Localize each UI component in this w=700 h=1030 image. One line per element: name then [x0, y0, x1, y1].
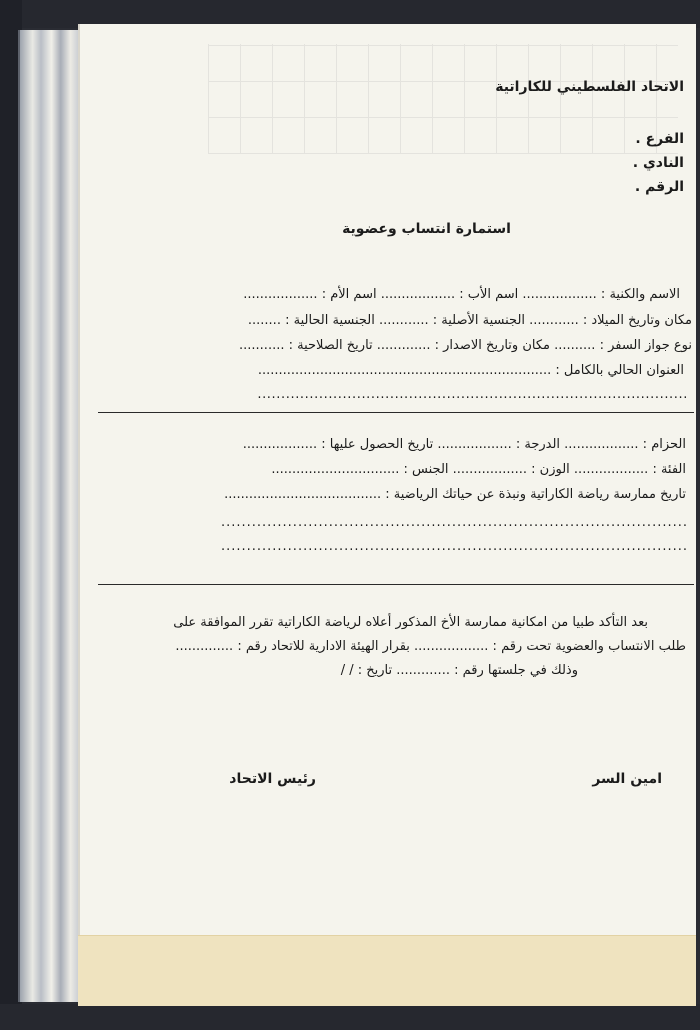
section-divider-1	[98, 412, 694, 413]
belt-degree-line: الحزام : .................. الدرجة : .................. تاريخ الحصول عليها : ..................	[242, 437, 686, 452]
history-continuation-line-1: ...........................................................................................	[220, 515, 688, 530]
birth-nationality-line: مكان وتاريخ الميلاد : ............ الجنسية الأصلية : ............ الجنسية الحالية : ........	[247, 313, 692, 328]
karate-history-line: تاريخ ممارسة رياضة الكاراتية ونبذة عن حياتك الرياضية : ......................................	[224, 487, 686, 502]
number-label: الرقم .	[634, 179, 684, 195]
address-continuation-line: ...........................................................................................	[257, 387, 688, 402]
president-signature-label: رئيس الاتحاد	[229, 771, 316, 787]
approval-line-1: بعد التأكد طبيا من امكانية ممارسة الأخ المذكور أعلاه لرياضة الكاراتية تقرر الموافقة على	[173, 615, 648, 630]
section-divider-2	[98, 584, 694, 585]
branch-label: الفرع .	[635, 131, 684, 147]
archival-tape-strip	[78, 935, 696, 1006]
form-page	[78, 24, 696, 1006]
name-fields-line: الاسم والكنية : .................. اسم الأب : .................. اسم الأم : ..................	[243, 287, 680, 302]
club-label: النادي .	[632, 155, 684, 171]
passport-line: نوع جواز السفر : .......... مكان وتاريخ الاصدار : ............. تاريخ الصلاحية : ...........	[239, 338, 692, 353]
address-line: العنوان الحالي بالكامل : .......................................................................	[257, 363, 684, 378]
form-title: استمارة انتساب وعضوية	[342, 221, 511, 237]
approval-line-2: طلب الانتساب والعضوية تحت رقم : .................. بقرار الهيئة الادارية للاتحاد رقم : ..............	[175, 639, 686, 654]
bleed-through-table	[208, 44, 678, 154]
treasurer-signature-label: امين السر	[592, 771, 662, 787]
category-weight-gender-line: الفئة : .................. الوزن : .................. الجنس : ...............................	[271, 462, 686, 477]
scanner-bottom-edge	[0, 1004, 700, 1030]
history-continuation-line-2: ...........................................................................................	[220, 539, 688, 554]
organization-title: الاتحاد الفلسطيني للكاراتية	[495, 79, 684, 95]
approval-line-3: وذلك في جلستها رقم : ............. تاريخ : / /	[340, 663, 578, 678]
